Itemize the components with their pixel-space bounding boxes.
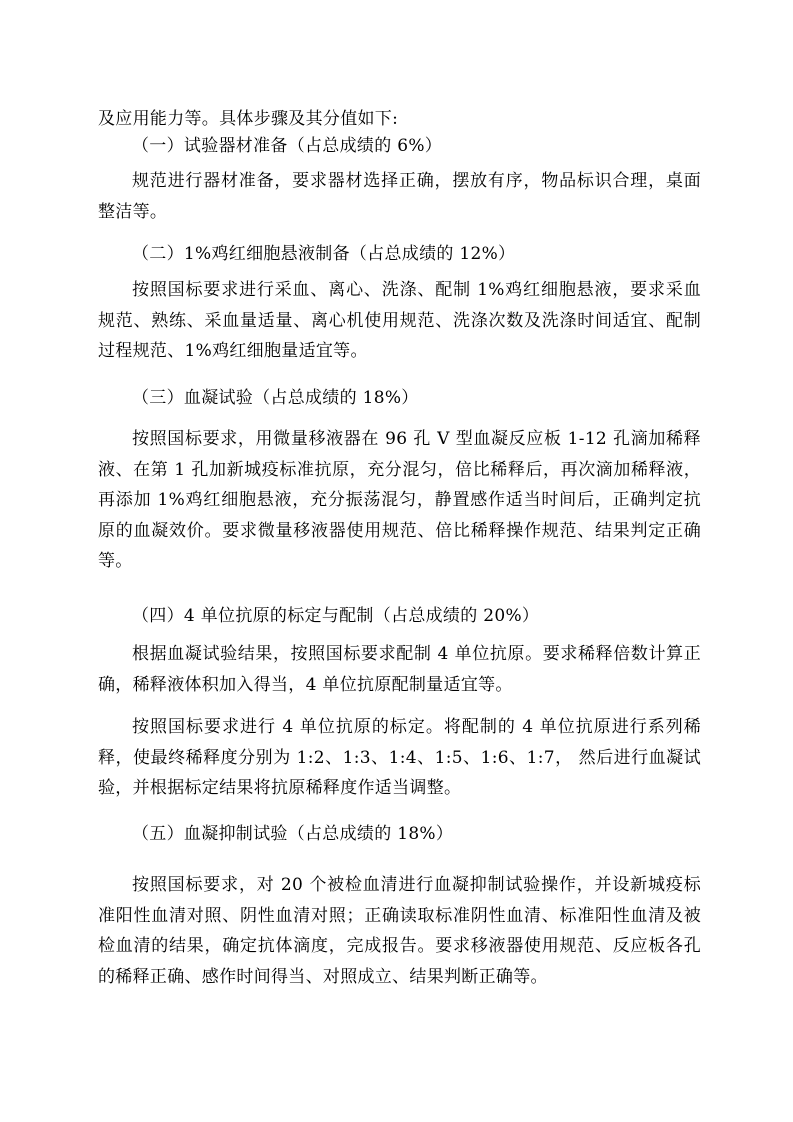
section-4-paragraph-2: 按照国标要求进行 4 单位抗原的标定。将配制的 4 单位抗原进行系列稀释，使最终稀释度分别为 1:2、1:3、1:4、1:5、1:6、1:7， 然后进行血凝试验，并根据标定结果将抗原稀释度作适当调整。: [98, 717, 701, 798]
section-3-paragraph: 按照国标要求，用微量移液器在 96 孔 V 型血凝反应板 1-12 孔滴加稀释液、在第 1 孔加新城疫标准抗原，充分混匀，倍比稀释后，再次滴加稀释液，再添加 1%鸡红细胞悬液，充分振荡混匀，静置感作适当时间后，正确判定抗原的血凝效价。要求微量移液器使用规范、倍比稀释操作规范、结果判定正确等。: [98, 429, 701, 571]
section-2-heading: （二）1%鸡红细胞悬液制备（占总成绩的 12%）: [132, 244, 516, 264]
section-5-paragraph: 按照国标要求，对 20 个被检血清进行血凝抑制试验操作，并设新城疫标准阳性血清对照、阴性血清对照；正确读取标准阴性血清、标准阳性血清及被检血清的结果，确定抗体滴度，完成报告。要求移液器使用规范、反应板各孔的稀释正确、感作时间得当、对照成立、结果判断正确等。: [98, 875, 701, 987]
section-1-paragraph: 规范进行器材准备，要求器材选择正确，摆放有序，物品标识合理，桌面整洁等。: [98, 171, 701, 222]
intro-text: 及应用能力等。具体步骤及其分值如下:: [98, 109, 399, 129]
section-2-paragraph: 按照国标要求进行采血、离心、洗涤、配制 1%鸡红细胞悬液，要求采血规范、熟练、采血量适量、离心机使用规范、洗涤次数及洗涤时间适宜、配制过程规范、1%鸡红细胞量适宜等。: [98, 280, 701, 361]
section-4-heading: （四）4 单位抗原的标定与配制（占总成绩的 20%）: [132, 606, 540, 626]
section-5-heading: （五）血凝抑制试验（占总成绩的 18%）: [132, 824, 454, 844]
section-3-heading: （三）血凝试验（占总成绩的 18%）: [132, 388, 419, 408]
section-1-heading: （一）试验器材准备（占总成绩的 6%）: [132, 136, 443, 156]
section-4-paragraph-1: 根据血凝试验结果，按照国标要求配制 4 单位抗原。要求稀释倍数计算正确，稀释液体积加入得当，4 单位抗原配制量适宜等。: [98, 644, 701, 695]
